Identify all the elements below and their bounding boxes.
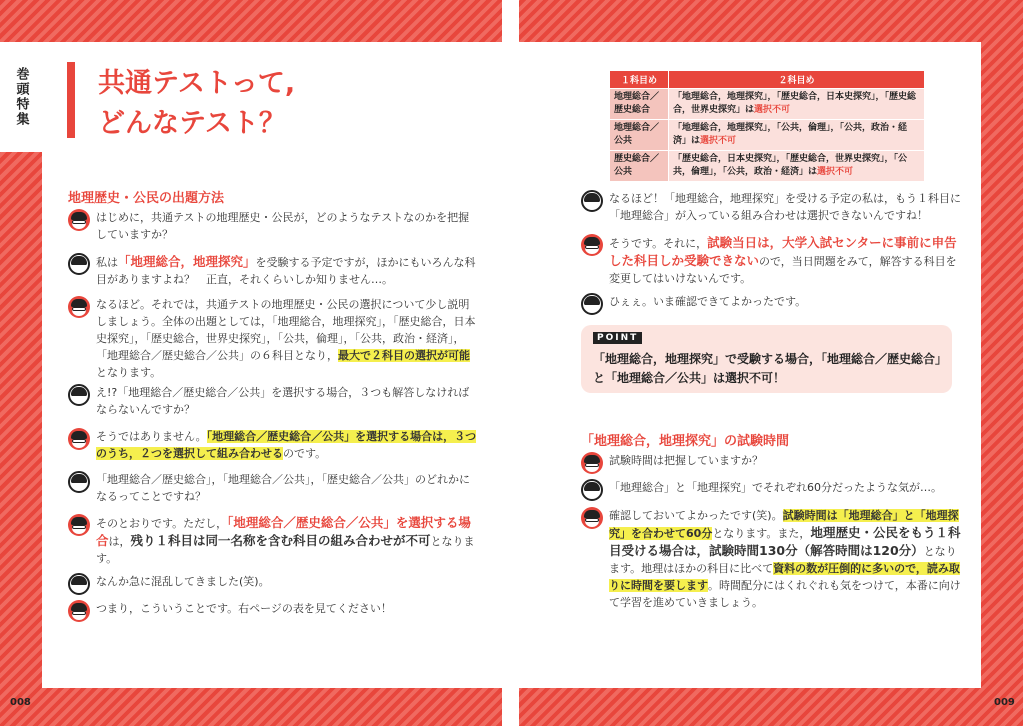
student-avatar-icon xyxy=(581,479,603,501)
dialogue-teacher-4: そのとおりです。ただし，「地理総合／歴史総合／公共」を選択する場合は，残り１科目は同一名称を含む科目の組み合わせが不可となります。 xyxy=(68,514,478,567)
dialogue-teacher-6: そうです。それに，試験当日は，大学入試センターに事前に申告した科目しか受験できないので，当日問題をみて，解答する科目を変更してはいけないんです。 xyxy=(581,234,961,287)
dialogue-teacher-2: なるほど。それでは，共通テストの地理歴史・公民の選択について少し説明しましょう。全体の出題としては，「地理総合，地理探究」，「歴史総合，日本史探究」，「歴史総合，世界史探究」，「公共，倫理」，「公共，政治・経済」，「地理総合／歴史総合／公共」の６科目となり，最大で２科目の選択が可能となります。 xyxy=(68,296,478,381)
dialogue-student-1: 私は「地理総合，地理探究」を受験する予定ですが，ほかにもいろんな科目がありますよね？ 正直，それくらいしか知りません…。 xyxy=(68,253,478,288)
teacher-avatar-icon xyxy=(581,452,603,474)
student-avatar-icon xyxy=(68,384,90,406)
dialogue-student-5: なるほど！「地理総合，地理探究」を受ける予定の私は，もう１科目に「地理総合」が入っている組み合わせは選択できないんですね！ xyxy=(581,190,961,224)
page-number-left: 008 xyxy=(10,697,31,708)
student-avatar-icon xyxy=(68,253,90,275)
dialogue-teacher-1: はじめに，共通テストの地理歴史・公民が，どのようなテストなのかを把握していますか？ xyxy=(68,209,478,243)
page-title: 共通テストって, どんなテスト？ xyxy=(98,68,296,139)
right-page xyxy=(519,42,981,688)
student-avatar-icon xyxy=(68,471,90,493)
page-number-right: 009 xyxy=(994,697,1015,708)
table-header-second-subject: ２科目め xyxy=(669,71,925,89)
teacher-avatar-icon xyxy=(68,428,90,450)
dialogue-student-6: ひぇぇ。いま確認できてよかったです。 xyxy=(581,293,961,315)
dialogue-student-4: なんか急に混乱してきました(笑)。 xyxy=(68,573,478,595)
table-header-first-subject: １科目め xyxy=(610,71,669,89)
feature-tab: 巻頭特集 xyxy=(0,42,42,152)
point-text: 「地理総合，地理探究」で受験する場合，「地理総合／歴史総合」と「地理総合／公共」は選択不可！ xyxy=(593,352,942,385)
title-accent-bar xyxy=(67,62,75,138)
section-heading-exam-time: 「地理総合，地理探究」の試験時間 xyxy=(581,434,790,449)
student-avatar-icon xyxy=(68,573,90,595)
table-row: 歴史総合／公共 「歴史総合，日本史探究」，「歴史総合，世界史探究」，「公共，倫理」，「公共，政治・経済」は選択不可 xyxy=(610,151,925,182)
student-avatar-icon xyxy=(581,293,603,315)
teacher-avatar-icon xyxy=(581,234,603,256)
point-label: POINT xyxy=(593,332,642,344)
table-header-row xyxy=(610,71,925,89)
dialogue-teacher-8: 確認しておいてよかったです(笑)。試験時間は「地理総合」と「地理探究」を合わせて60分となります。また，地理歴史・公民をもう１科目受ける場合は，試験時間130分（解答時間は120分）となります。地理はほかの科目に比べて資料の数が圧倒的に多いので，読み取りに時間を要します。時間配分にはくれぐれも気をつけて，本番に向けて学習を進めていきましょう。 xyxy=(581,507,961,611)
page-gutter xyxy=(502,0,519,726)
left-page xyxy=(42,42,502,688)
dialogue-teacher-5: つまり，こういうことです。右ページの表を見てください！ xyxy=(68,600,478,622)
dialogue-student-2: え!?「地理総合／歴史総合／公共」を選択する場合，３つも解答しなければならないんですか？ xyxy=(68,384,478,418)
dialogue-student-3: 「地理総合／歴史総合」，「地理総合／公共」，「歴史総合／公共」のどれかになるってことですね？ xyxy=(68,471,478,505)
teacher-avatar-icon xyxy=(68,600,90,622)
point-box xyxy=(581,325,952,393)
table-row: 地理総合／歴史総合 「地理総合，地理探究」，「歴史総合，日本史探究」，「歴史総合，世界史探究」は選択不可 xyxy=(610,89,925,120)
student-avatar-icon xyxy=(581,190,603,212)
table-row: 地理総合／公共 「地理総合，地理探究」，「公共，倫理」，「公共，政治・経済」は選択不可 xyxy=(610,120,925,151)
dialogue-teacher-3: そうではありません。「地理総合／歴史総合／公共」を選択する場合は，３つのうち，２つを選択して組み合わせるのです。 xyxy=(68,428,478,462)
teacher-avatar-icon xyxy=(68,514,90,536)
teacher-avatar-icon xyxy=(581,507,603,529)
section-heading: 地理歴史・公民の出題方法 xyxy=(68,191,225,206)
dialogue-student-7: 「地理総合」と「地理探究」でそれぞれ60分だったような気が…。 xyxy=(581,479,961,501)
dialogue-teacher-7: 試験時間は把握していますか？ xyxy=(581,452,961,474)
subject-combination-table xyxy=(609,70,925,182)
teacher-avatar-icon xyxy=(68,209,90,231)
teacher-avatar-icon xyxy=(68,296,90,318)
